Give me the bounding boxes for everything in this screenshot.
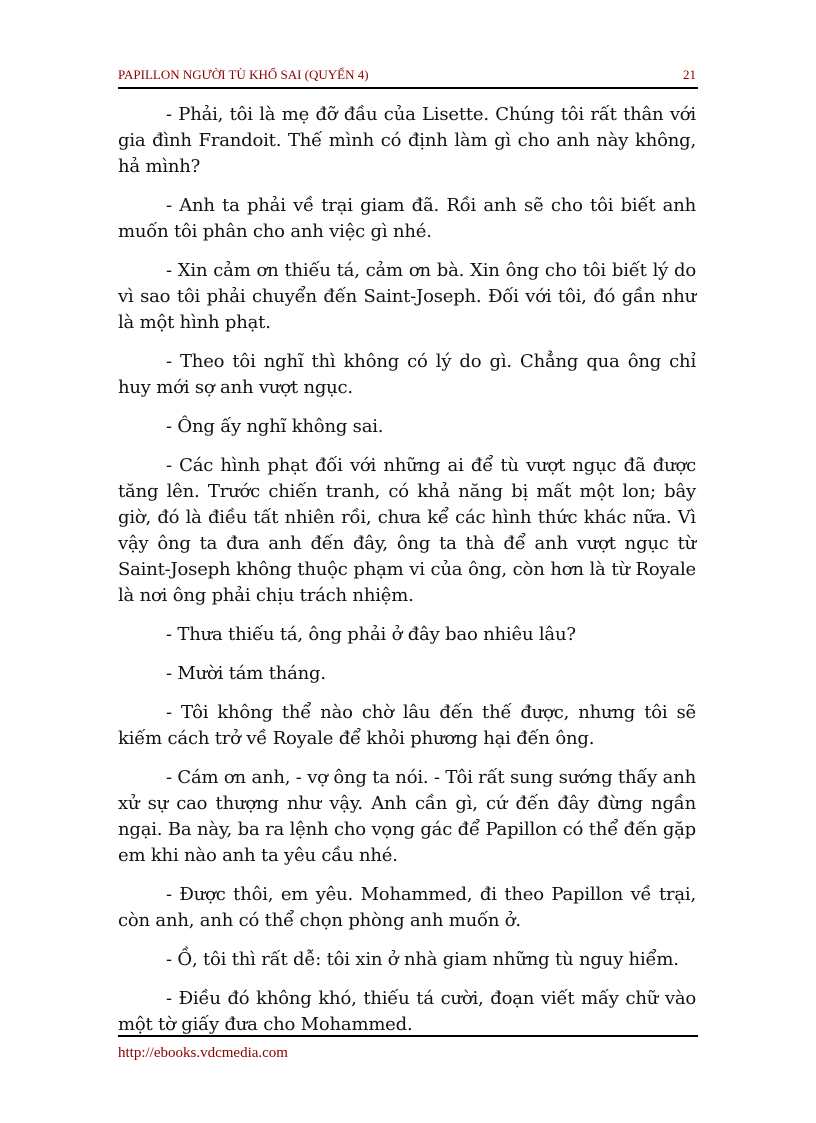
paragraph: - Cám ơn anh, - vợ ông ta nói. - Tôi rất sung sướng thấy anh xử sự cao thượng như vậy. Anh cần gì, cứ đến đây đừng ngần ngại. Ba này, ba ra lệnh cho vọng gác để Papillon có thể đến gặp em khi nào anh ta yêu cầu nhé. <box>118 767 696 866</box>
page-header <box>118 64 698 84</box>
paragraph: - Được thôi, em yêu. Mohammed, đi theo Papillon về trại, còn anh, anh có thể chọn phòng anh muốn ở. <box>118 884 696 931</box>
page-body <box>118 102 696 1051</box>
paragraph: - Xin cảm ơn thiếu tá, cảm ơn bà. Xin ông cho tôi biết lý do vì sao tôi phải chuyển đến Saint-Joseph. Đối với tôi, đó gần như là một hình phạt. <box>118 260 696 333</box>
paragraph: - Theo tôi nghĩ thì không có lý do gì. Chẳng qua ông chỉ huy mới sợ anh vượt ngục. <box>118 351 696 398</box>
paragraph: - Anh ta phải về trại giam đã. Rồi anh sẽ cho tôi biết anh muốn tôi phân cho anh việc gì nhé. <box>118 195 696 242</box>
paragraph: - Mười tám tháng. <box>166 663 326 684</box>
footer-divider <box>118 1035 698 1037</box>
paragraph: - Thưa thiếu tá, ông phải ở đây bao nhiêu lâu? <box>166 624 576 645</box>
page-number: 21 <box>683 67 696 82</box>
footer-link[interactable]: http://ebooks.vdcmedia.com <box>118 1045 288 1061</box>
paragraph: - Các hình phạt đối với những ai để tù vượt ngục đã được tăng lên. Trước chiến tranh, có khả năng bị mất một lon; bây giờ, đó là điều tất nhiên rồi, chưa kể các hình thức khác nữa. Vì vậy ông ta đưa anh đến đây, ông ta thà để anh vượt ngục từ Saint-Joseph không thuộc phạm vi của ông, còn hơn là từ Royale là nơi ông phải chịu trách nhiệm. <box>118 455 696 606</box>
paragraph: - Ông ấy nghĩ không sai. <box>166 416 384 437</box>
book-title: PAPILLON NGƯỜI TÙ KHỔ SAI (QUYỂN 4) <box>118 67 369 82</box>
paragraph: - Điều đó không khó, thiếu tá cười, đoạn viết mấy chữ vào một tờ giấy đưa cho Mohammed. <box>118 988 696 1035</box>
paragraph: - Tôi không thể nào chờ lâu đến thế được, nhưng tôi sẽ kiếm cách trở về Royale để khỏi phương hại đến ông. <box>118 702 696 749</box>
paragraph: - Ồ, tôi thì rất dễ: tôi xin ở nhà giam những tù nguy hiểm. <box>166 949 679 970</box>
paragraph: - Phải, tôi là mẹ đỡ đầu của Lisette. Chúng tôi rất thân với gia đình Frandoit. Thế mình có định làm gì cho anh này không, hả mình? <box>118 104 696 177</box>
header-divider <box>118 87 698 89</box>
